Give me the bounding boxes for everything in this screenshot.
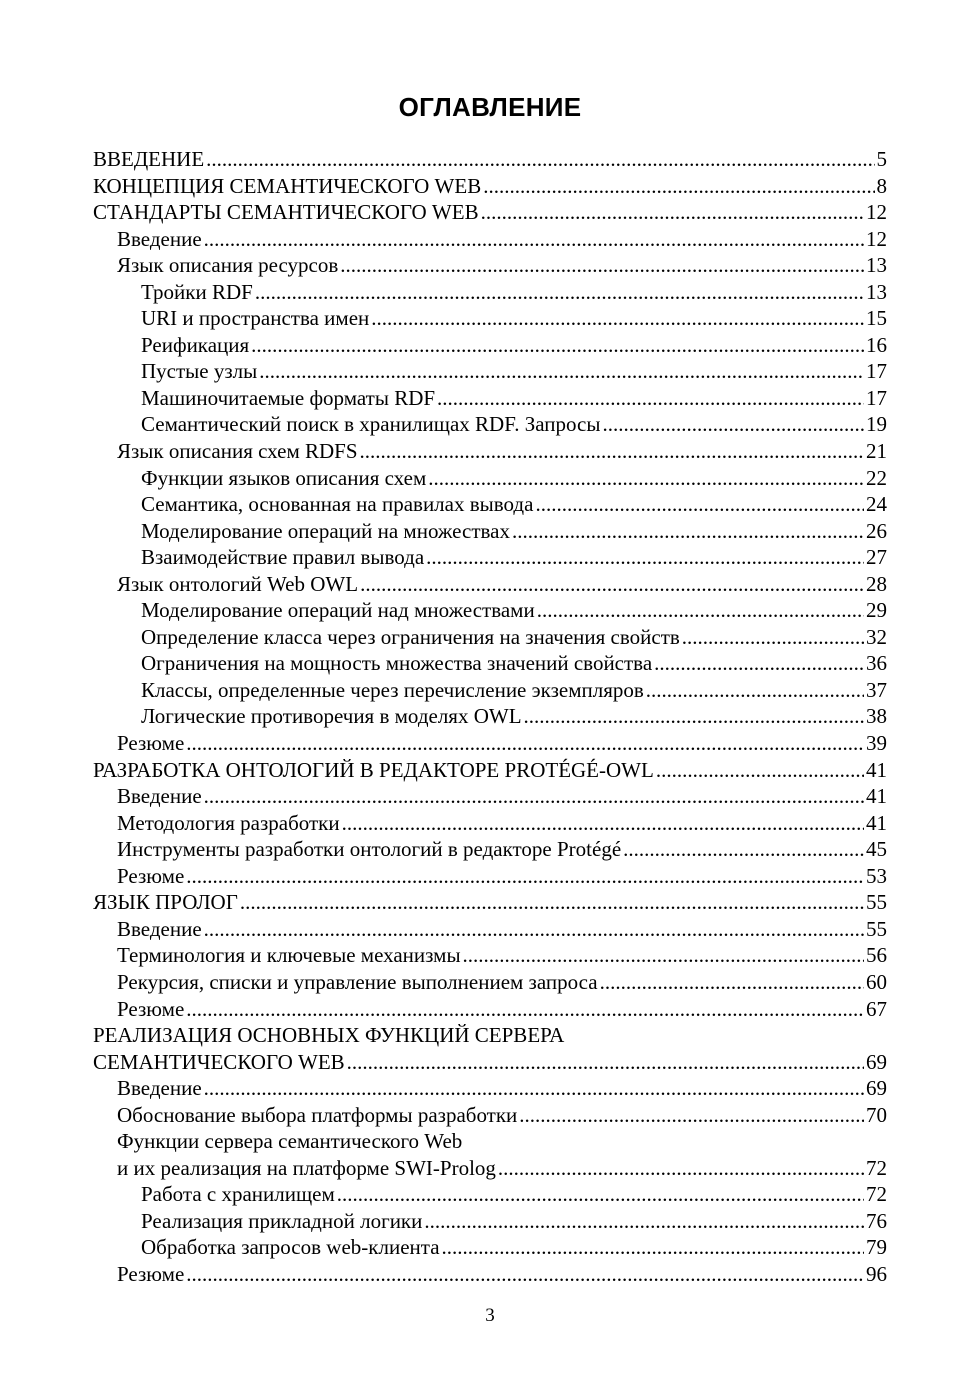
dot-leader bbox=[426, 544, 864, 571]
toc-entry-title: ВВЕДЕНИЕ bbox=[93, 147, 205, 171]
dot-leader bbox=[251, 332, 864, 359]
toc-entry-page: 72 bbox=[866, 1182, 887, 1207]
toc-entry[interactable] bbox=[93, 916, 887, 943]
toc-entry[interactable] bbox=[93, 783, 887, 810]
dot-leader bbox=[342, 810, 864, 837]
toc-entry[interactable] bbox=[93, 836, 887, 863]
toc-entry[interactable] bbox=[93, 889, 887, 916]
toc-entry-title: КОНЦЕПЦИЯ СЕМАНТИЧЕСКОГО WEB bbox=[93, 173, 482, 198]
dot-leader bbox=[240, 889, 864, 916]
toc-entry-title: Определение класса через ограничения на значения свойств bbox=[141, 624, 680, 649]
toc-entry[interactable] bbox=[93, 703, 887, 730]
toc-entry[interactable] bbox=[93, 571, 887, 598]
toc-entry-page: 27 bbox=[866, 545, 887, 570]
toc-entry-title: Рекурсия, списки и управление выполнением запроса bbox=[117, 969, 598, 994]
dot-leader bbox=[186, 996, 864, 1023]
toc-entry-page: 22 bbox=[866, 465, 887, 490]
toc-entry[interactable] bbox=[93, 358, 887, 385]
toc-entry[interactable] bbox=[93, 279, 887, 306]
toc-entry-page: 39 bbox=[866, 731, 887, 756]
toc-entry[interactable] bbox=[93, 1128, 887, 1155]
dot-leader bbox=[442, 1234, 864, 1261]
toc-entry[interactable] bbox=[93, 863, 887, 890]
dot-leader bbox=[600, 969, 864, 996]
toc-entry-title: Язык онтологий Web OWL bbox=[117, 571, 359, 596]
toc-entry-page: 76 bbox=[866, 1208, 887, 1233]
toc-entry-page: 16 bbox=[866, 332, 887, 357]
toc-entry-page: 41 bbox=[866, 810, 887, 835]
toc-entry-title: Функции языков описания схем bbox=[141, 465, 427, 490]
toc-entry-title: Ограничения на мощность множества значений свойства bbox=[141, 651, 653, 676]
toc-entry-page: 12 bbox=[866, 200, 887, 225]
dot-leader bbox=[646, 677, 864, 704]
toc-entry[interactable] bbox=[93, 969, 887, 996]
toc-entry-title: Взаимодействие правил вывода bbox=[141, 545, 425, 570]
toc-entry-title: Реификация bbox=[141, 332, 250, 357]
toc-entry-title: Логические противоречия в моделях OWL bbox=[141, 704, 522, 729]
toc-entry[interactable] bbox=[93, 518, 887, 545]
toc-entry-title: Язык описания ресурсов bbox=[117, 253, 339, 278]
toc-entry-title: РАЗРАБОТКА ОНТОЛОГИЙ В РЕДАКТОРЕ PROTÉGÉ-OWL bbox=[93, 757, 654, 782]
toc-entry-title: URI и пространства имен bbox=[141, 306, 370, 331]
toc-entry[interactable] bbox=[93, 1155, 887, 1182]
toc-entry[interactable] bbox=[93, 650, 887, 677]
toc-entry[interactable] bbox=[93, 624, 887, 651]
toc-entry-title: Семантика, основанная на правилах вывода bbox=[141, 492, 534, 517]
dot-leader bbox=[255, 279, 864, 306]
dot-leader bbox=[360, 438, 864, 465]
toc-entry-title: ЯЗЫК ПРОЛОГ bbox=[93, 890, 238, 915]
toc-entry-title: СЕМАНТИЧЕСКОГО WEB bbox=[93, 1049, 345, 1074]
toc-entry[interactable] bbox=[93, 332, 887, 359]
toc-entry-title: Терминология и ключевые механизмы bbox=[117, 943, 461, 968]
dot-leader bbox=[204, 783, 864, 810]
toc-entry-page: 96 bbox=[866, 1261, 887, 1286]
toc-entry-page: 67 bbox=[866, 996, 887, 1021]
dot-leader bbox=[535, 491, 864, 518]
toc-entry-title: Моделирование операций на множествах bbox=[141, 518, 510, 543]
toc-entry[interactable] bbox=[93, 677, 887, 704]
toc-entry-page: 19 bbox=[866, 412, 887, 437]
dot-leader bbox=[483, 173, 874, 200]
dot-leader bbox=[186, 1261, 864, 1288]
toc-entry-page: 70 bbox=[866, 1102, 887, 1127]
toc-entry[interactable] bbox=[93, 730, 887, 757]
toc-entry-title: Введение bbox=[117, 1076, 202, 1101]
dot-leader bbox=[347, 1049, 864, 1076]
dot-leader bbox=[537, 597, 864, 624]
toc-entry[interactable] bbox=[93, 411, 887, 438]
toc-entry-title: Пустые узлы bbox=[141, 359, 258, 384]
toc-entry[interactable] bbox=[93, 757, 887, 784]
dot-leader bbox=[428, 465, 864, 492]
dot-leader bbox=[186, 863, 864, 890]
toc-entry[interactable] bbox=[93, 146, 887, 173]
dot-leader bbox=[340, 252, 864, 279]
toc-entry[interactable] bbox=[93, 1261, 887, 1288]
toc-entry-title: Работа с хранилищем bbox=[141, 1182, 335, 1207]
toc-entry-page: 29 bbox=[866, 598, 887, 623]
toc-entry-title: Функции сервера семантического Web bbox=[117, 1129, 463, 1154]
dot-leader bbox=[524, 703, 864, 730]
toc-entry-title: Резюме bbox=[117, 731, 185, 756]
toc-entry[interactable] bbox=[93, 810, 887, 837]
dot-leader bbox=[204, 1075, 864, 1102]
toc-entry-page: 41 bbox=[866, 757, 887, 782]
toc-entry-page: 17 bbox=[866, 385, 887, 410]
toc-entry[interactable] bbox=[93, 1234, 887, 1261]
toc-entry-title: Резюме bbox=[117, 1261, 185, 1286]
toc-entry[interactable] bbox=[93, 252, 887, 279]
toc-entry-title: Машиночитаемые форматы RDF bbox=[141, 385, 436, 410]
table-of-contents bbox=[93, 146, 887, 1288]
dot-leader bbox=[186, 730, 864, 757]
toc-entry[interactable] bbox=[93, 173, 887, 200]
toc-entry-page: 13 bbox=[866, 253, 887, 278]
toc-entry-page: 56 bbox=[866, 943, 887, 968]
toc-entry-page: 37 bbox=[866, 677, 887, 702]
toc-entry[interactable] bbox=[93, 1181, 887, 1208]
toc-entry[interactable] bbox=[93, 996, 887, 1023]
dot-leader bbox=[682, 624, 864, 651]
toc-entry-page: 72 bbox=[866, 1155, 887, 1180]
dot-leader bbox=[360, 571, 864, 598]
toc-entry-title: Резюме bbox=[117, 863, 185, 888]
dot-leader bbox=[463, 942, 864, 969]
dot-leader bbox=[371, 305, 864, 332]
toc-entry[interactable] bbox=[93, 199, 887, 226]
dot-leader bbox=[337, 1181, 864, 1208]
toc-entry-page: 79 bbox=[866, 1235, 887, 1260]
toc-entry-page: 21 bbox=[866, 439, 887, 464]
page-number: 3 bbox=[485, 1305, 495, 1326]
toc-entry-title: Инструменты разработки онтологий в редакторе Protégé bbox=[117, 837, 622, 862]
toc-entry-title: Язык описания схем RDFS bbox=[117, 439, 358, 464]
toc-entry-page: 55 bbox=[866, 916, 887, 941]
dot-leader bbox=[654, 650, 864, 677]
dot-leader bbox=[481, 199, 864, 226]
toc-entry-page: 12 bbox=[866, 226, 887, 251]
toc-entry[interactable] bbox=[93, 465, 887, 492]
toc-entry-title: Реализация прикладной логики bbox=[141, 1208, 423, 1233]
dot-leader bbox=[623, 836, 864, 863]
toc-entry-page: 24 bbox=[866, 492, 887, 517]
toc-entry-title: и их реализация на платформе SWI-Prolog bbox=[117, 1155, 496, 1180]
toc-entry-page: 55 bbox=[866, 890, 887, 915]
toc-entry[interactable] bbox=[93, 544, 887, 571]
toc-entry[interactable] bbox=[93, 1049, 887, 1076]
toc-entry-title: Введение bbox=[117, 226, 202, 251]
toc-entry-page: 8 bbox=[876, 173, 887, 198]
toc-entry-title: Моделирование операций над множествами bbox=[141, 598, 535, 623]
dot-leader bbox=[656, 757, 864, 784]
toc-entry-title: Тройки RDF bbox=[141, 279, 253, 304]
toc-entry-page: 45 bbox=[866, 837, 887, 862]
dot-leader bbox=[259, 358, 864, 385]
toc-entry[interactable] bbox=[93, 226, 887, 253]
toc-entry[interactable] bbox=[93, 385, 887, 412]
dot-leader bbox=[602, 411, 864, 438]
page-title: ОГЛАВЛЕНИЕ bbox=[398, 92, 582, 122]
toc-entry[interactable] bbox=[93, 1075, 887, 1102]
toc-entry-title: Классы, определенные через перечисление экземпляров bbox=[141, 677, 644, 702]
toc-entry[interactable] bbox=[93, 491, 887, 518]
toc-entry[interactable] bbox=[93, 438, 887, 465]
toc-entry-page: 53 bbox=[866, 863, 887, 888]
toc-entry[interactable] bbox=[93, 1102, 887, 1129]
toc-entry-page: 5 bbox=[876, 147, 887, 171]
toc-entry-title: Обработка запросов web-клиента bbox=[141, 1235, 440, 1260]
toc-entry-title: РЕАЛИЗАЦИЯ ОСНОВНЫХ ФУНКЦИЙ СЕРВЕРА bbox=[93, 1023, 565, 1048]
dot-leader bbox=[519, 1102, 864, 1129]
toc-entry-title: СТАНДАРТЫ СЕМАНТИЧЕСКОГО WEB bbox=[93, 200, 479, 225]
toc-entry-title: Введение bbox=[117, 916, 202, 941]
toc-entry[interactable] bbox=[93, 942, 887, 969]
toc-entry-page: 17 bbox=[866, 359, 887, 384]
toc-entry-page: 13 bbox=[866, 279, 887, 304]
toc-entry-title: Резюме bbox=[117, 996, 185, 1021]
toc-entry-page: 41 bbox=[866, 784, 887, 809]
toc-entry-page: 28 bbox=[866, 571, 887, 596]
toc-entry-title: Семантический поиск в хранилищах RDF. Запросы bbox=[141, 412, 601, 437]
toc-entry-page: 26 bbox=[866, 518, 887, 543]
dot-leader bbox=[204, 916, 864, 943]
toc-entry-page: 60 bbox=[866, 969, 887, 994]
toc-entry-page: 15 bbox=[866, 306, 887, 331]
toc-entry[interactable] bbox=[93, 1022, 887, 1049]
toc-entry-page: 32 bbox=[866, 624, 887, 649]
toc-entry-title: Обоснование выбора платформы разработки bbox=[117, 1102, 518, 1127]
dot-leader bbox=[512, 518, 864, 545]
toc-entry-page: 69 bbox=[866, 1049, 887, 1074]
toc-entry-page: 36 bbox=[866, 651, 887, 676]
dot-leader bbox=[498, 1155, 864, 1182]
toc-entry-title: Методология разработки bbox=[117, 810, 340, 835]
toc-entry-page: 38 bbox=[866, 704, 887, 729]
toc-entry-title: Введение bbox=[117, 784, 202, 809]
dot-leader bbox=[424, 1208, 864, 1235]
toc-entry-page: 69 bbox=[866, 1076, 887, 1101]
dot-leader bbox=[204, 226, 864, 253]
toc-entry[interactable] bbox=[93, 305, 887, 332]
dot-leader bbox=[206, 146, 874, 173]
toc-entry[interactable] bbox=[93, 1208, 887, 1235]
toc-entry[interactable] bbox=[93, 597, 887, 624]
dot-leader bbox=[437, 385, 864, 412]
